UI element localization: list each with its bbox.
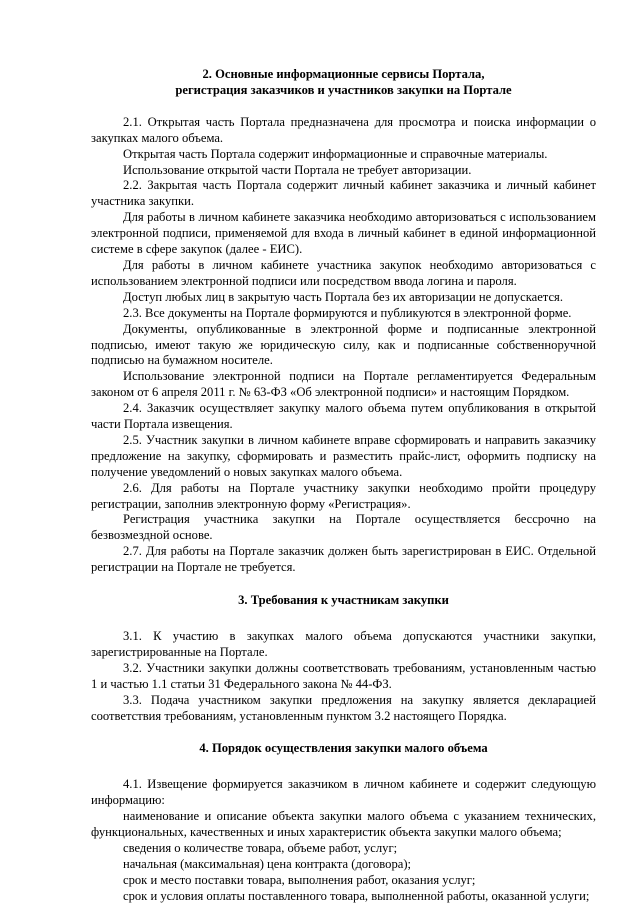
paragraph-4-1: 4.1. Извещение формируется заказчиком в личном кабинете и содержит следующую информацию:: [91, 777, 596, 808]
paragraph-2-7: 2.7. Для работы на Портале заказчик должен быть зарегистрирован в ЕИС. Отдельной регистрации на Портале не требуется.: [91, 544, 596, 575]
paragraph-2-6: 2.6. Для работы на Портале участнику закупки необходимо пройти процедуру регистрации, заполнив электронную форму «Регистрация».: [91, 480, 596, 511]
paragraph-2-4: 2.4. Заказчик осуществляет закупку малого объема путем опубликования в открытой части Портала извещения.: [91, 401, 596, 432]
section-2-heading-line1: 2. Основные информационные сервисы Портала,: [202, 67, 485, 81]
document-body: [91, 67, 596, 905]
paragraph-2-3-c: Использование электронной подписи на Портале регламентируется Федеральным законом от 6 апреля 2011 г. № 63-ФЗ «Об электронной подписи» и настоящим Порядком.: [91, 369, 596, 400]
paragraph-2-1: 2.1. Открытая часть Портала предназначена для просмотра и поиска информации о закупках малого объема.: [91, 114, 596, 145]
paragraph-2-5: 2.5. Участник закупки в личном кабинете вправе сформировать и направить заказчику предложение на закупку, сформировать и разместить прайс-лист, оформить подписку на получение уведомлений о новых закупках малого объема.: [91, 432, 596, 479]
paragraph-2-2: 2.2. Закрытая часть Портала содержит личный кабинет заказчика и личный кабинет участника закупки.: [91, 178, 596, 209]
section-4-heading: 4. Порядок осуществления закупки малого объема: [199, 741, 488, 756]
paragraph-2-2-c: Для работы в личном кабинете участника закупок необходимо авторизоваться с использованием электронной подписи или посредством ввода логина и пароля.: [91, 257, 596, 288]
paragraph-3-2: 3.2. Участники закупки должны соответствовать требованиям, установленным частью 1 и частью 1.1 статьи 31 Федерального закона № 44-ФЗ.: [91, 660, 596, 691]
list-item-price: начальная (максимальная) цена контракта (договора);: [123, 856, 412, 871]
paragraph-2-6-b: Регистрация участника закупки на Портале осуществляется бессрочно на безвозмездной основе.: [91, 512, 596, 543]
section-3-heading: 3. Требования к участникам закупки: [238, 593, 449, 608]
section-2-heading-line2: регистрация заказчиков и участников закупки на Портале: [175, 82, 512, 97]
paragraph-2-3: 2.3. Все документы на Портале формируются и публикуются в электронной форме.: [123, 305, 572, 320]
paragraph-2-2-d: Доступ любых лиц в закрытую часть Портала без их авторизации не допускается.: [123, 289, 563, 304]
list-item-delivery: срок и место поставки товара, выполнения работ, оказания услуг;: [123, 872, 476, 887]
list-item-object: наименование и описание объекта закупки малого объема с указанием технических, функциональных, качественных и иных характеристик объекта закупки малого объема;: [91, 809, 596, 840]
paragraph-2-3-b: Документы, опубликованные в электронной форме и подписанные электронной подписью, имеют такую же юридическую силу, как и подписанные собственноручной подписью на бумажном носителе.: [91, 321, 596, 368]
paragraph-2-2-b: Для работы в личном кабинете заказчика необходимо авторизоваться с использованием электронной подписи, применяемой для входа в личный кабинет в единой информационной системе в сфере закупок (далее - ЕИС).: [91, 210, 596, 257]
list-item-quantity: сведения о количестве товара, объеме работ, услуг;: [123, 840, 398, 855]
paragraph-3-1: 3.1. К участию в закупках малого объема допускаются участники закупки, зарегистрированные на Портале.: [91, 629, 596, 659]
paragraph-2-1-b: Открытая часть Портала содержит информационные и справочные материалы.: [123, 146, 548, 161]
paragraph-3-3: 3.3. Подача участником закупки предложения на закупку является декларацией соответствия требованиям, установленным пунктом 3.2 настоящего Порядка.: [91, 692, 596, 723]
list-item-payment: срок и условия оплаты поставленного товара, выполненной работы, оказанной услуги;: [123, 888, 590, 903]
paragraph-2-1-c: Использование открытой части Портала не требует авторизации.: [123, 162, 472, 177]
